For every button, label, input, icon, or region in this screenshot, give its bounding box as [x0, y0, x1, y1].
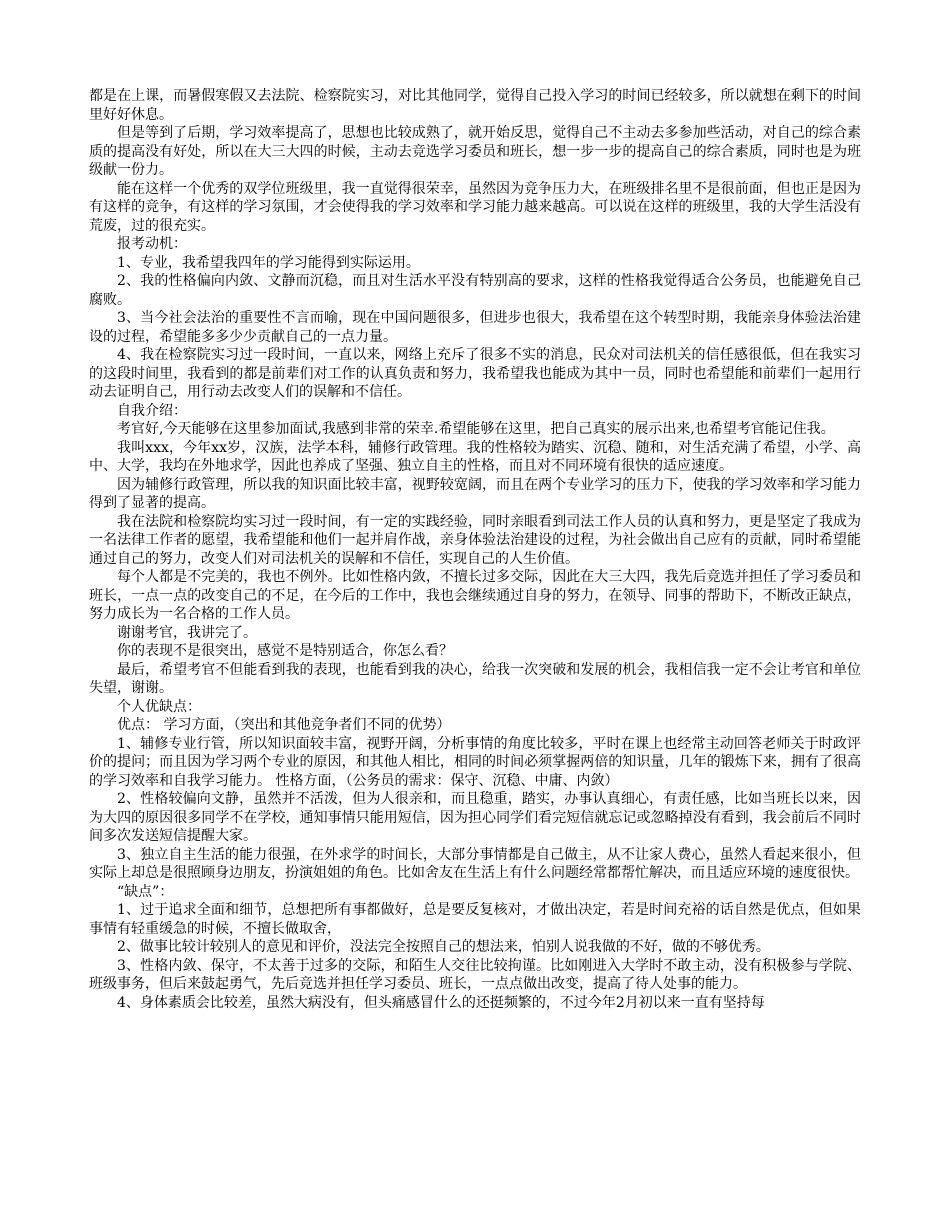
- list-item: 2、做事比较计较别人的意见和评价，没法完全按照自己的想法来，怕别人说我做的不好，做的不够优秀。: [117, 939, 770, 955]
- section-heading: 自我介绍：: [117, 402, 187, 419]
- paragraph: 都是在上课，而暑假寒假又去法院、检察院实习，对比其他同学，觉得自己投入学习的时间已经较多，所以就想在剩下的时间里好好休息。: [89, 88, 861, 123]
- list-item: 3、性格内敛、保守，不太善于过多的交际，和陌生人交往比较拘谨。比如刚进入大学时不敢主动，没有积极参与学院、班级事务，但后来鼓起勇气，先后竞选并担任学习委员、班长，一点点做出改变，提高了待人处事的能力。: [89, 957, 861, 992]
- paragraph: 每个人都是不完美的，我也不例外。比如性格内敛，不擅长过多交际，因此在大三大四，我先后竞选并担任了学习委员和班长，一点一点的改变自己的不足，在今后的工作中，我也会继续通过自身的努力，在领导、同事的帮助下，不断改正缺点，努力成长为一名合格的工作人员。: [89, 569, 861, 622]
- paragraph: 考官好,今天能够在这里参加面试,我感到非常的荣幸.希望能够在这里，把自己真实的展示出来,也希望考官能记住我。: [117, 421, 835, 437]
- list-item: 2、我的性格偏向内敛、文静而沉稳，而且对生活水平没有特别高的要求，这样的性格我觉得适合公务员，也能避免自己腐败。: [89, 273, 861, 308]
- paragraph: 我叫xxx，今年xx岁，汉族，法学本科，辅修行政管理。我的性格较为踏实、沉稳、随和，对生活充满了希望，小学、高中、大学，我均在外地求学，因此也养成了坚强、独立自主的性格，而且对不同环境有很快的适应速度。: [89, 439, 861, 474]
- list-item: 1、过于追求全面和细节，总想把所有事都做好，总是要反复核对，才做出决定，若是时间充裕的话自然是优点，但如果事情有轻重缓急的时候，不擅长做取舍，: [89, 902, 861, 937]
- list-item: 3、独立自主生活的能力很强，在外求学的时间长，大部分事情都是自己做主，从不让家人费心，虽然人看起来很小，但实际上却总是很照顾身边朋友，扮演姐姐的角色。比如舍友在生活上有什么问题经常都帮忙解决，而且适应环境的速度很快。: [89, 846, 861, 881]
- paragraph: 我在法院和检察院均实习过一段时间，有一定的实践经验，同时亲眼看到司法工作人员的认真和努力，更是坚定了我成为一名法律工作者的愿望，我希望能和他们一起并肩作战，亲身体验法治建设的过程，为社会做出自己应有的贡献，同时希望能通过自己的努力，改变人们对司法机关的误解和不信任，实现自己的人生价值。: [89, 513, 861, 567]
- document-page: [89, 87, 861, 1012]
- list-item: 4、身体素质会比较差，虽然大病没有，但头痛感冒什么的还挺频繁的，不过今年2月初以来一直有坚持每: [117, 994, 765, 1011]
- paragraph: 但是等到了后期，学习效率提高了，思想也比较成熟了，就开始反思，觉得自己不主动去多参加些活动，对自己的综合素质的提高没有好处，所以在大三大四的时候，主动去竞选学习委员和班长，想一步一步的提高自己的综合素质，同时也是为班级献一份力。: [89, 125, 861, 178]
- list-item: 4、我在检察院实习过一段时间，一直以来，网络上充斥了很多不实的消息，民众对司法机关的信任感很低，但在我实习的这段时间里，我看到的都是前辈们对工作的认真负责和努力，我希望我也能成为其中一员，同时也希望能和前辈们一起用行动去证明自己，用行动去改变人们的误解和不信任。: [89, 347, 861, 400]
- paragraph: 能在这样一个优秀的双学位班级里，我一直觉得很荣幸，虽然因为竞争压力大，在班级排名里不是很前面，但也正是因为有这样的竞争，有这样的学习氛围，才会使得我的学习效率和学习能力越来越高。可以说在这样的班级里，我的大学生活没有荒废，过的很充实。: [89, 180, 861, 234]
- list-item: 1、辅修专业行管，所以知识面较丰富，视野开阔，分析事情的角度比较多，平时在课上也经常主动回答老师关于时政评价的提问；而且因为学习两个专业的原因，和其他人相比，相同的时间必须掌握两倍的知识量，几年的锻炼下来，拥有了很高的学习效率和自我学习能力。 性格方面，（公务员的需求：保守、沉稳、中庸、内敛）: [89, 735, 861, 789]
- subsection-heading: “缺点”：: [117, 883, 174, 900]
- list-item: 1、专业，我希望我四年的学习能得到实际运用。: [117, 254, 420, 271]
- subsection-heading: 优点： 学习方面，（突出和其他竞争者们不同的优势）: [117, 717, 451, 733]
- paragraph: 谢谢考官，我讲完了。: [117, 624, 257, 641]
- paragraph: 因为辅修行政管理，所以我的知识面比较丰富，视野较宽阔，而且在两个专业学习的压力下，使我的学习效率和学习能力得到了显著的提高。: [89, 476, 861, 511]
- paragraph: 最后，希望考官不但能看到我的表现，也能看到我的决心，给我一次突破和发展的机会，我相信我一定不会让考官和单位失望，谢谢。: [89, 661, 861, 696]
- list-item: 2、性格较偏向文静，虽然并不活泼，但为人很亲和，而且稳重，踏实，办事认真细心，有责任感，比如当班长以来，因为大四的原因很多同学不在学校，通知事情只能用短信，因为担心同学们看完短信就忘记或忽略掉没有看到，我会前后不同时间多次发送短信提醒大家。: [89, 791, 861, 844]
- section-heading: 个人优缺点：: [117, 698, 201, 715]
- section-heading: 报考动机：: [117, 236, 187, 252]
- paragraph: 你的表现不是很突出，感觉不是特别适合，你怎么看？: [117, 643, 453, 659]
- list-item: 3、当今社会法治的重要性不言而喻，现在中国问题很多，但进步也很大，我希望在这个转型时期，我能亲身体验法治建设的过程，希望能多多少少贡献自己的一点力量。: [89, 310, 861, 345]
